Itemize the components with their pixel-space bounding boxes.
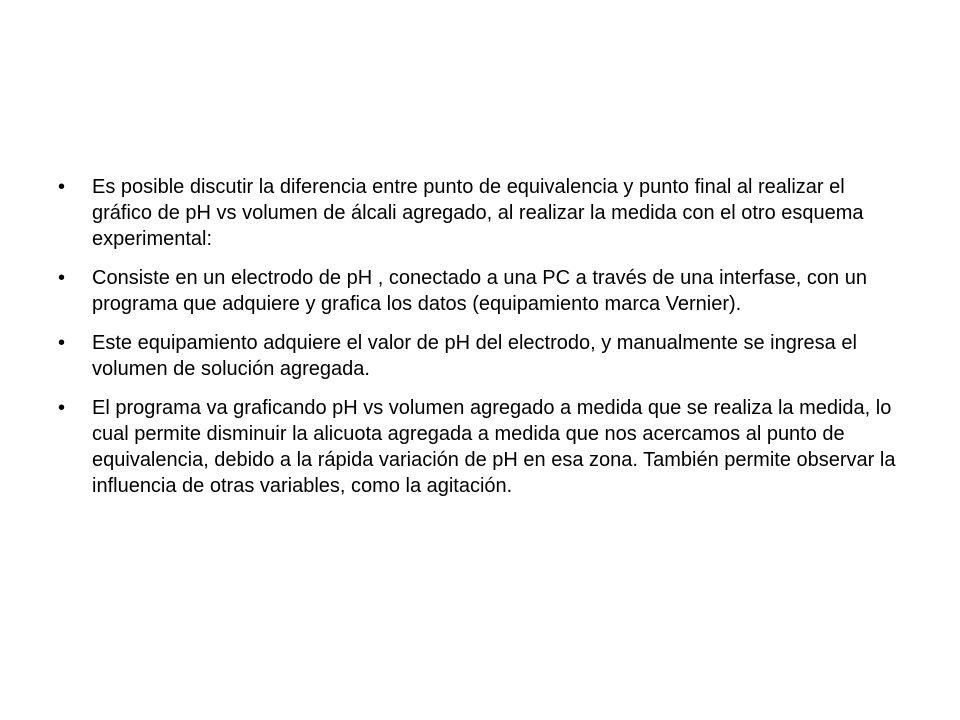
bullet-text: El programa va graficando pH vs volumen agregado a medida que se realiza la medida, lo cual permite disminuir la alicuota agregada a medida que nos acercamos al punto de equivalencia, debido a la rápida variación de pH en esa zona. También permite observar la influencia de otras variables, como la agitación. (92, 397, 896, 497)
bullet-icon: • (58, 332, 66, 354)
bullet-text: Es posible discutir la diferencia entre punto de equivalencia y punto final al realizar el gráfico de pH vs volumen de álcali agregado, al realizar la medida con el otro esquema experimental: (92, 176, 864, 250)
bullet-icon: • (58, 267, 66, 289)
bullet-item-2 (58, 265, 908, 317)
bullet-icon: • (58, 397, 66, 419)
bullet-text: Consiste en un electrodo de pH , conectado a una PC a través de una interfase, con un programa que adquiere y grafica los datos (equipamiento marca Vernier). (92, 267, 867, 315)
bullet-item-3 (58, 330, 908, 382)
bullet-icon: • (58, 176, 66, 198)
bullet-list (58, 174, 908, 512)
bullet-item-1 (58, 174, 908, 252)
bullet-text: Este equipamiento adquiere el valor de pH del electrodo, y manualmente se ingresa el volumen de solución agregada. (92, 332, 857, 380)
bullet-item-4 (58, 395, 908, 499)
